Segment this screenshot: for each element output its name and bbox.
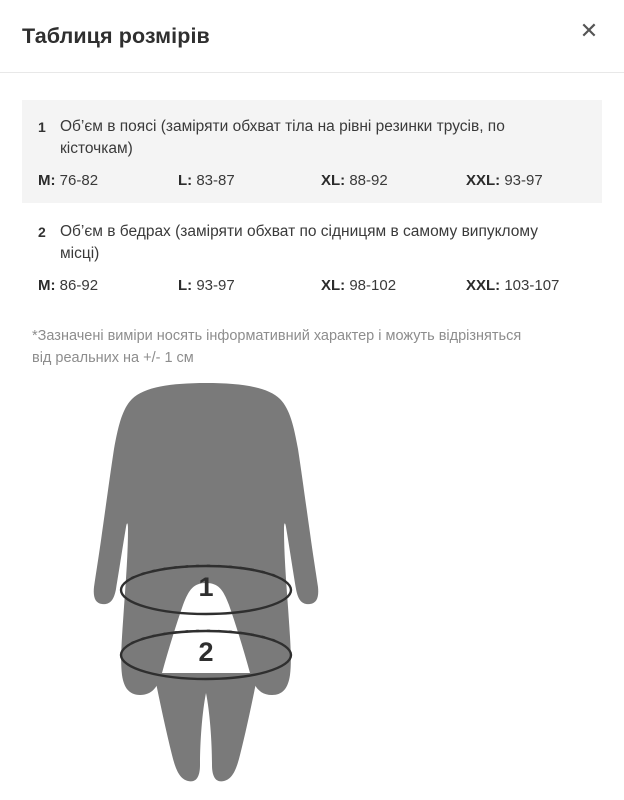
- size-values-row: [38, 172, 586, 189]
- measurement-block-hips: [22, 205, 602, 308]
- size-value-m: 76-82: [59, 171, 99, 189]
- measurement-description: Об’єм в бедрах (заміряти обхват по сідницям в самому випуклому місці): [60, 222, 538, 263]
- size-label-m: M:: [38, 276, 56, 294]
- modal-content: [0, 73, 624, 783]
- size-cell-xl: [321, 172, 466, 189]
- size-cell-xxl: [466, 172, 543, 189]
- size-cell-l: [178, 172, 321, 189]
- disclaimer-note: *Зазначені виміри носять інформативний характер і можуть відрізняться від реальних на +/- 1 см: [32, 327, 522, 366]
- measurement-heading: [38, 221, 586, 266]
- modal-header: [0, 0, 624, 73]
- close-icon[interactable]: ✕: [574, 16, 604, 46]
- size-cell-xl: [321, 277, 466, 294]
- page-title: Таблиця розмірів: [22, 23, 210, 48]
- size-cell-m: [38, 277, 178, 294]
- size-cell-l: [178, 277, 321, 294]
- measurement-description: Об’єм в поясі (заміряти обхват тіла на рівні резинки трусів, по кісточкам): [60, 118, 505, 158]
- size-label-xl: XL:: [321, 171, 346, 189]
- size-label-xxl: XXL:: [466, 276, 501, 294]
- size-value-xl: 88-92: [349, 171, 388, 189]
- size-label-l: L:: [178, 171, 193, 189]
- body-measurement-diagram: [22, 383, 602, 783]
- measurement-block-waist: [22, 100, 602, 203]
- size-cell-m: [38, 172, 178, 189]
- size-label-xxl: XXL:: [466, 171, 501, 189]
- measurement-number: 2: [38, 223, 46, 240]
- hips-marker-label: 2: [198, 637, 214, 668]
- size-label-l: L:: [178, 276, 193, 294]
- size-values-row: [38, 277, 586, 294]
- measurement-heading: [38, 116, 586, 161]
- size-label-m: M:: [38, 171, 56, 189]
- waist-marker-label: 1: [198, 572, 214, 603]
- measurement-number: 1: [38, 119, 46, 135]
- size-value-m: 86-92: [59, 276, 99, 294]
- size-value-l: 83-87: [196, 171, 235, 189]
- size-cell-xxl: [466, 277, 559, 294]
- size-value-xxl: 93-97: [504, 171, 543, 189]
- size-value-xxl: 103-107: [504, 276, 560, 294]
- size-label-xl: XL:: [321, 276, 346, 294]
- size-value-l: 93-97: [196, 276, 235, 294]
- size-value-xl: 98-102: [349, 276, 397, 294]
